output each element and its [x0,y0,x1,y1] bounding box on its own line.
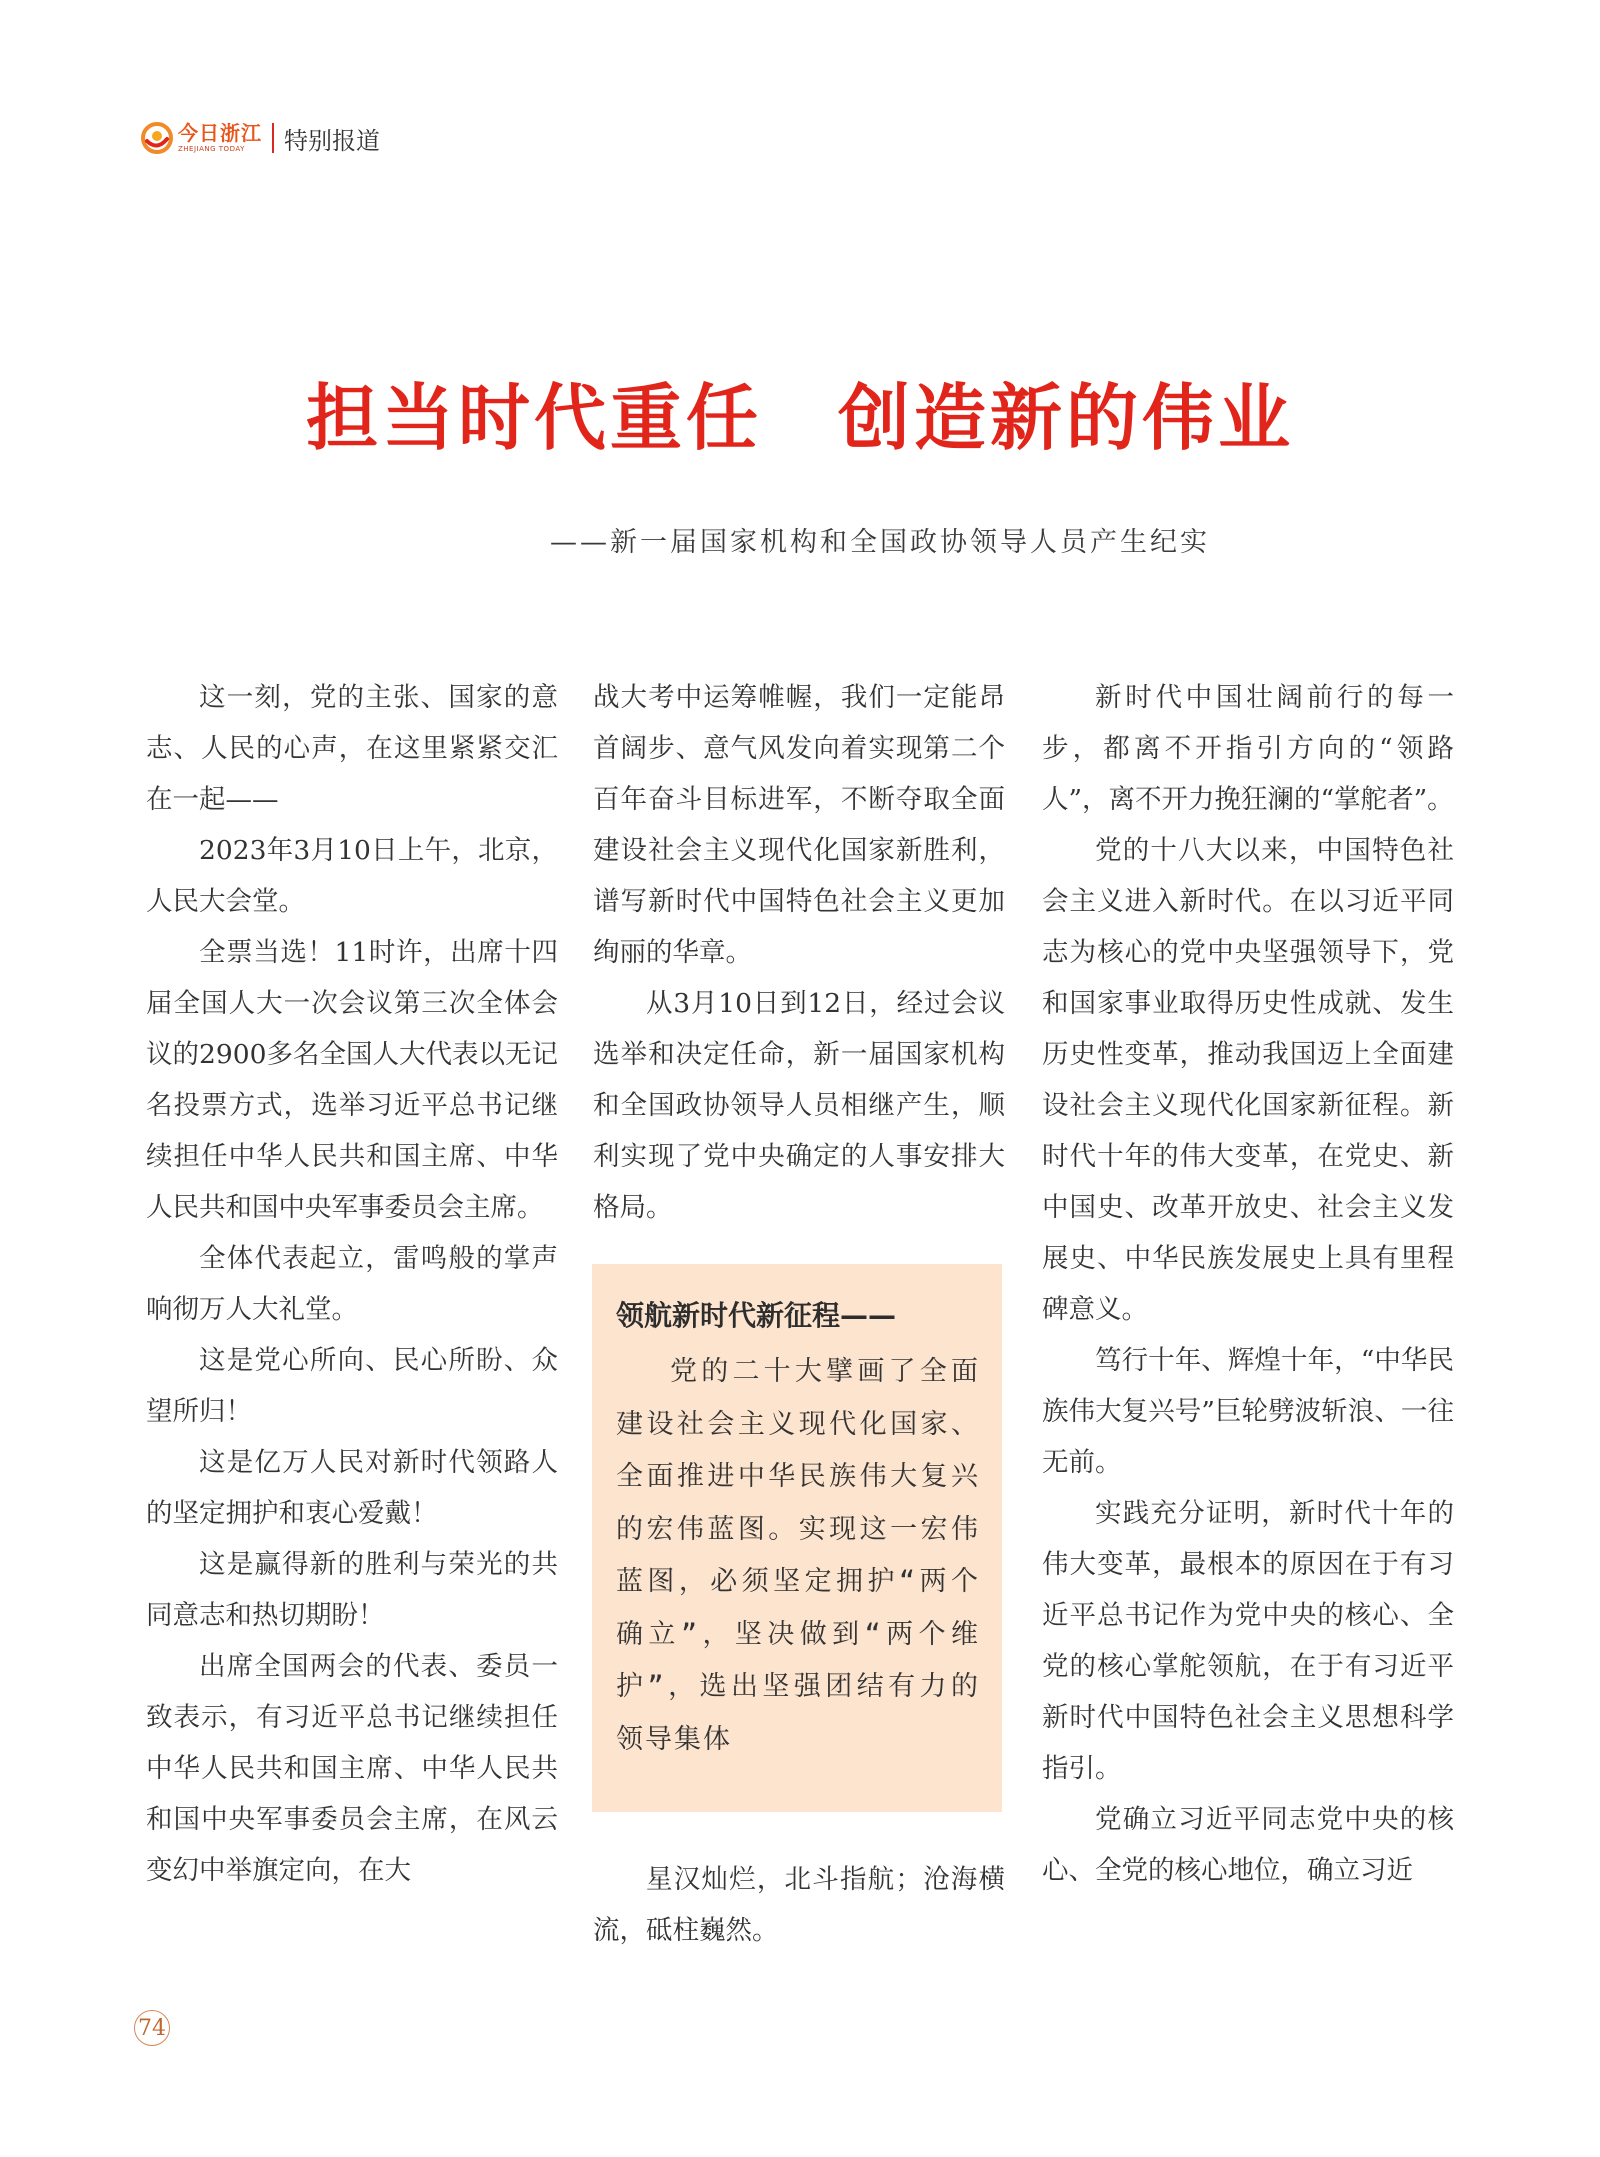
paragraph: 2023年3月10日上午，北京，人民大会堂。 [146,835,558,917]
paragraph-continued: 战大考中运筹帷幄，我们一定能昂首阔步、意气风发向着实现第二个百年奋斗目标进军，不断夺取全面建设社会主义现代化国家新胜利，谱写新时代中国特色社会主义更加绚丽的华章。 [593,682,1005,968]
paragraph: 这是亿万人民对新时代领路人的坚定拥护和衷心爱戴！ [146,1447,558,1529]
logo-chinese-text: 今日浙江 [178,121,262,145]
article-title: 担当时代重任 创造新的伟业 [305,376,1294,460]
pull-quote-body: 党的二十大擘画了全面建设社会主义现代化国家、全面推进中华民族伟大复兴的宏伟蓝图。实现这一宏伟蓝图，必须坚定拥护“两个确立”，坚决做到“两个维护”，选出坚强团结有力的领导集体 [616,1356,980,1755]
paragraph: 新时代中国壮阔前行的每一步，都离不开指引方向的“领路人”，离不开力挽狂澜的“掌舵者”。 [1042,682,1454,815]
section-label: 特别报道 [284,126,380,155]
paragraph: 出席全国两会的代表、委员一致表示，有习近平总书记继续担任中华人民共和国主席、中华人民共和国中央军事委员会主席，在风云变幻中举旗定向，在大 [146,1651,558,1886]
paragraph: 星汉灿烂，北斗指航；沧海横流，砥柱巍然。 [593,1864,1005,1946]
masthead-logo [140,121,262,155]
body-column-2 [593,672,1005,1233]
sun-logo-icon [140,121,174,155]
paragraph: 全票当选！11时许，出席十四届全国人大一次会议第三次全体会议的2900多名全国人大代表以无记名投票方式，选举习近平总书记继续担任中华人民共和国主席、中华人民共和国中央军事委员会主席。 [146,937,558,1223]
paragraph: 党确立习近平同志党中央的核心、全党的核心地位，确立习近 [1042,1804,1454,1886]
page-number: 74 [134,2010,170,2046]
paragraph: 笃行十年、辉煌十年，“中华民族伟大复兴号”巨轮劈波斩浪、一往无前。 [1042,1345,1454,1478]
pull-quote-box [592,1264,1002,1812]
body-column-1 [146,672,558,1896]
pull-quote-title: 领航新时代新征程—— [616,1299,897,1332]
body-column-3 [1042,672,1454,1896]
paragraph: 从3月10日到12日，经过会议选举和决定任命，新一届国家机构和全国政协领导人员相继产生，顺利实现了党中央确定的人事安排大格局。 [593,988,1005,1223]
paragraph: 全体代表起立，雷鸣般的掌声响彻万人大礼堂。 [146,1243,558,1325]
article-subtitle: ——新一届国家机构和全国政协领导人员产生纪实 [550,527,1210,558]
paragraph: 实践充分证明，新时代十年的伟大变革，最根本的原因在于有习近平总书记作为党中央的核心、全党的核心掌舵领航，在于有习近平新时代中国特色社会主义思想科学指引。 [1042,1498,1454,1784]
body-column-2-bottom [593,1854,1005,1956]
paragraph: 这是党心所向、民心所盼、众望所归！ [146,1345,558,1427]
paragraph: 这一刻，党的主张、国家的意志、人民的心声，在这里紧紧交汇在一起—— [146,682,558,815]
page-header [140,118,380,158]
logo-english-text: ZHEJIANG TODAY [178,145,245,153]
header-divider [272,123,274,153]
paragraph: 党的十八大以来，中国特色社会主义进入新时代。在以习近平同志为核心的党中央坚强领导下，党和国家事业取得历史性成就、发生历史性变革，推动我国迈上全面建设社会主义现代化国家新征程。新时代十年的伟大变革，在党史、新中国史、改革开放史、社会主义发展史、中华民族发展史上具有里程碑意义。 [1042,835,1454,1325]
paragraph: 这是赢得新的胜利与荣光的共同意志和热切期盼！ [146,1549,558,1631]
